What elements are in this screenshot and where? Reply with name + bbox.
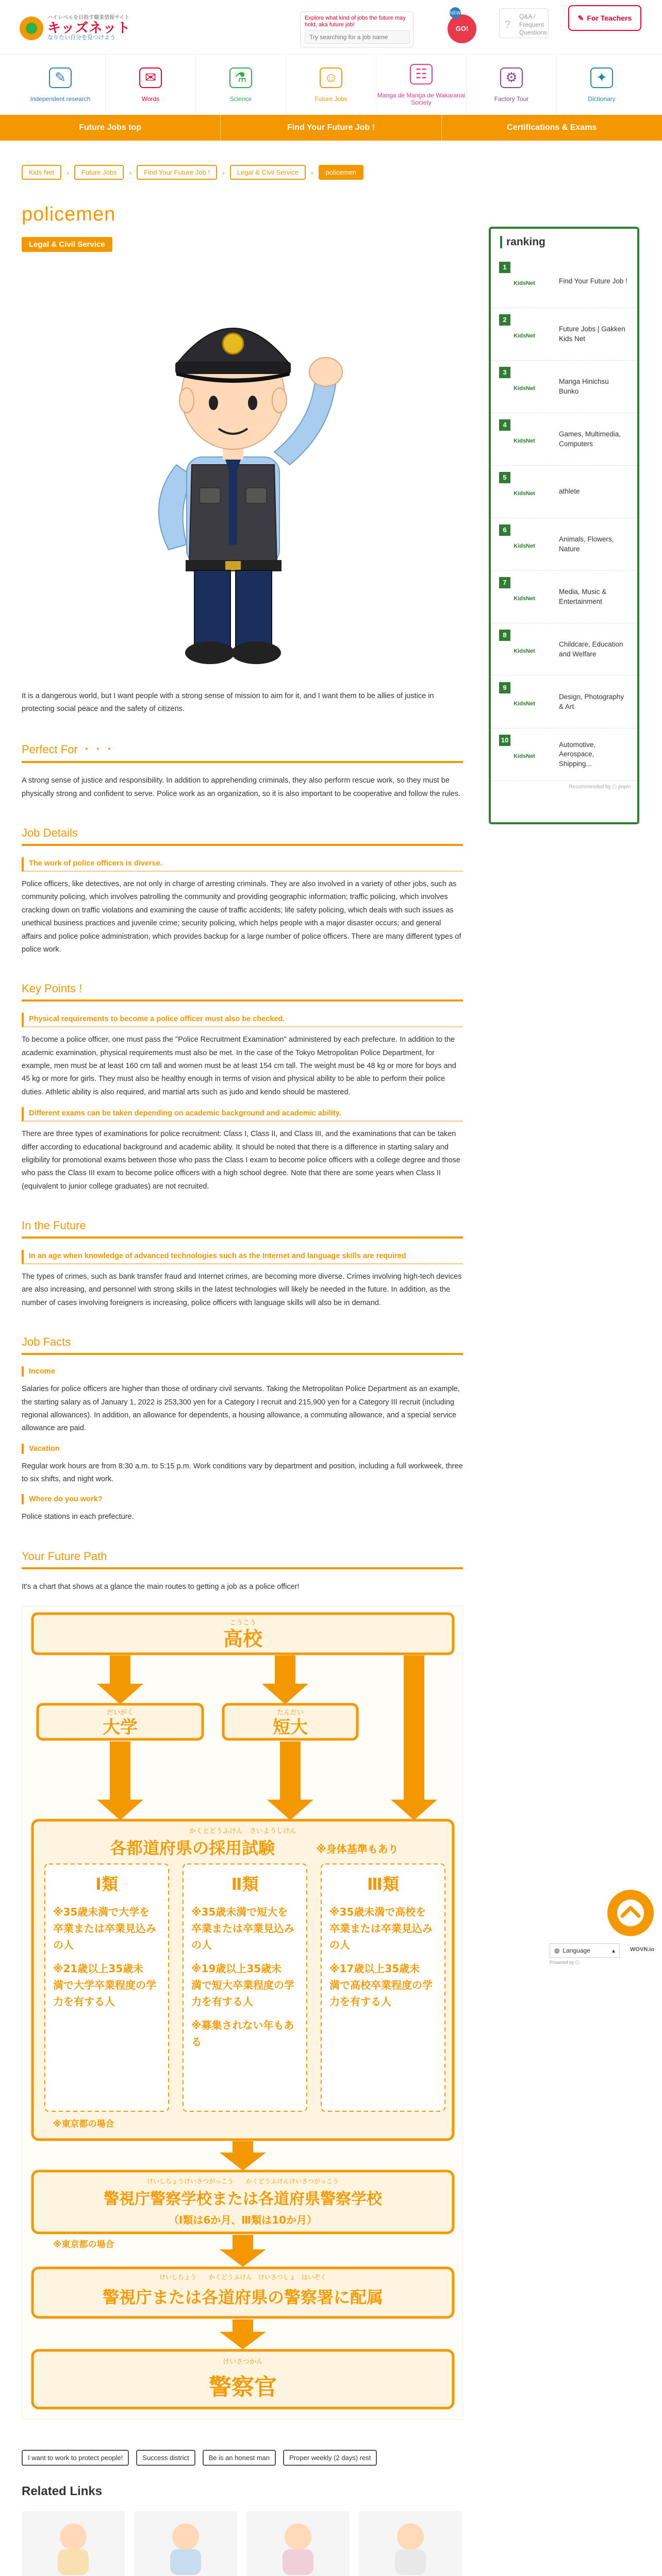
future-title: In the Future [22, 1219, 463, 1239]
page-title: policemen [22, 204, 116, 225]
ranking-label: Find Your Future Job ! [559, 277, 627, 285]
ranking-label: Design, Photography & Art [559, 693, 624, 710]
nav-find-your-future-job[interactable]: Find Your Future Job ! [221, 115, 441, 141]
category-item[interactable] [467, 55, 557, 115]
class-requirement-line: の人 [329, 1939, 350, 1952]
key-points-section [22, 982, 463, 1193]
policeman-illustration [22, 261, 444, 679]
university-ruby: だいがく [106, 1709, 134, 1717]
category-label: Future Jobs [315, 95, 347, 103]
for-teachers-button[interactable] [568, 5, 641, 31]
class-2-label: Ⅱ類 [231, 1874, 259, 1894]
future-jobs-nav [0, 115, 662, 141]
perfect-for-section [22, 741, 463, 801]
junior-college-ruby: たんだい [276, 1709, 304, 1717]
class-requirement-line: ※35歳未満で短大を [191, 1906, 288, 1919]
class-requirement-line: 満で高校卒業程度の学 [329, 1979, 433, 1992]
class-requirement-line: 満で短大卒業程度の学 [191, 1979, 294, 1992]
result-ruby: けいさつかん [222, 2358, 263, 2366]
page-top-button[interactable] [607, 1890, 654, 1936]
key-points-text-1: To become a police officer, one must pass the "Police Recruitment Examination" administered by each prefecture. In addition to the academic examination, physical requirements must also be met. In the case of the Tokyo Metropolitan Police Department, for example, men must be at least 160 cm tall and women must be at least 154 cm tall. The weight must be 48 kg or more for boys and 45 kg or more for girls. They must also be healthy enough in terms of vision and physical ability to be able to perform their police duties. Athletic ability is also required, and martial arts such as judo and kendo should be mastered. [22, 1036, 456, 1096]
ranking-thumbnail [499, 472, 548, 512]
nav-future-jobs-top[interactable]: Future Jobs top [0, 115, 221, 141]
future-subhead: In an age when knowledge of advanced technologies such as the Internet and language skills are required [22, 1250, 463, 1264]
income-text: Salaries for police officers are higher than those of ordinary civil servants. Taking the Metropolitan Police Department as an example, the starting salary as of January 1, 2022 is 253,300 yen for a Category I recruit and 215,900 yen for a Category III recruit (including regional allowances). In addition, an allowance for dependents, a housing allowance, a commuting allowance, and a special service allowance are paid. [22, 1385, 460, 1433]
ranking-logo: KidsNet [514, 280, 535, 286]
key-points-title: Key Points ! [22, 982, 463, 1002]
job-details-title: Job Details [22, 826, 463, 846]
chevron-right-icon: › [310, 168, 313, 177]
ranking-number: 5 [499, 472, 510, 483]
ranking-item[interactable] [491, 308, 637, 361]
faq-label: Q&A / Frequent Questions [519, 13, 548, 37]
ranking-item[interactable] [491, 676, 637, 728]
ranking-number: 7 [499, 577, 510, 588]
category-item[interactable] [286, 55, 376, 115]
related-thumbnail [134, 2511, 237, 2576]
category-label: Independent research [30, 95, 91, 103]
job-facts-title: Job Facts [22, 1335, 463, 1355]
arrow-academy-to-assign [220, 2235, 266, 2267]
ranking-sidebar [489, 227, 639, 824]
up-arrow-icon [615, 1897, 646, 1928]
ranking-item[interactable] [491, 571, 637, 623]
arrow-exam-to-academy [220, 2141, 266, 2171]
category-icon: ⚗ [229, 67, 252, 88]
main-content [22, 204, 463, 2576]
ranking-thumbnail [499, 367, 548, 407]
ranking-thumbnail [499, 735, 548, 775]
tokyo-note: ※東京都の場合 [53, 2119, 114, 2130]
arrow-junior-college-to-exam [267, 1741, 313, 1820]
site-logo[interactable] [20, 15, 130, 41]
key-points-subhead-1: Physical requirements to become a police officer must also be checked. [22, 1013, 463, 1027]
future-text: The types of crimes, such as bank transfer fraud and Internet crimes, are becoming more diverse. Crimes involving high-tech devices are also increasing, and personnel with strong skills in the latest technologies will likely be needed in the future. In addition, as the number of cases involving foreigners is increasing, police officers with language skills will also be in demand. [22, 1273, 462, 1307]
job-search-box [300, 11, 413, 47]
vacation-head: Vacation [22, 1444, 463, 1454]
ranking-label: Childcare, Education and Welfare [559, 640, 623, 658]
career-path-chart [22, 1606, 463, 2420]
breadcrumb-kids-net[interactable]: Kids Net [22, 165, 61, 180]
tag-success-district[interactable]: Success district [136, 2450, 195, 2466]
tag-protect-people[interactable]: I want to work to protect people! [22, 2450, 129, 2466]
related-thumbnail [359, 2511, 462, 2576]
ranking-thumbnail [499, 262, 548, 302]
language-label: Language [562, 1947, 590, 1954]
wovn-logo[interactable]: WOVN.io [630, 1946, 655, 1953]
category-icon: ✦ [590, 67, 613, 88]
ranking-label: Animals, Flowers, Nature [559, 535, 614, 553]
related-card[interactable] [359, 2511, 462, 2576]
class-requirement-line: 力を有する人 [329, 1995, 391, 2008]
job-details-text: Police officers, like detectives, are not only in charge of arresting criminals. They are also involved in a variety of other jobs, such as community policing, which involves patrolling the community and providing geographic information; traffic policing, which involves cracking down on traffic violations and examining the cause of traffic accidents; life safety policing, which deals with such issues as unethical business practices and juvenile crime; security policing, which helps people with a major disaster occurs; and general affairs and police police administration, which provides backup for a large number of police officers. There are many different types of police work. [22, 880, 461, 954]
globe-icon: ◍ [554, 1947, 560, 1954]
search-note: Explore what kind of jobs the future may hold, aka future job! [305, 15, 406, 28]
ranking-label: athlete [559, 487, 580, 496]
high-school-ruby: こうこう [229, 1619, 257, 1628]
category-item[interactable] [15, 55, 106, 115]
key-points-text-2: There are three types of examinations for police recruitment: Class I, Class II, and Class III, and the examinations that can be taken differ according to educational background and academic ability. It should be noted that there is a difference in starting salary and eligibility for promotional exams between those who pass the Class I exam to become police officers with a college degree and those who pass the Class III exam to become police officers with a high school degree. Note that there are some years when Class II (equivalent to junior college graduates) are not recruited. [22, 1130, 460, 1191]
vacation-text: Regular work hours are from 8:30 a.m. to 5:15 p.m. Work conditions vary by department and position, including a full workweek, three to six shifts, and night work. [22, 1462, 463, 1484]
ranking-logo: KidsNet [514, 385, 535, 392]
breadcrumb-category[interactable]: Legal & Civil Service [230, 165, 306, 180]
class-requirement-line: ※17歳以上35歳未 [329, 1962, 420, 1975]
ranking-number: 10 [499, 735, 510, 746]
related-card[interactable] [246, 2511, 350, 2576]
new-badge: NEW [450, 7, 461, 19]
ranking-number: 2 [499, 314, 510, 326]
language-powered-by: Powered by ⬡ [550, 1960, 580, 1965]
search-input[interactable] [305, 30, 410, 44]
high-school-label: 高校 [223, 1628, 263, 1651]
related-thumbnail [22, 2511, 125, 2576]
class-3-label: Ⅲ類 [367, 1874, 400, 1894]
ranking-item[interactable] [491, 413, 637, 466]
breadcrumb-future-jobs[interactable]: Future Jobs [74, 165, 124, 180]
ranking-thumbnail [499, 524, 548, 565]
where-text: Police stations in each prefecture. [22, 1513, 134, 1521]
ranking-number: 8 [499, 630, 510, 641]
ranking-number: 4 [499, 419, 510, 431]
category-item[interactable] [557, 55, 647, 115]
ranking-item[interactable] [491, 256, 637, 308]
category-icon: ✎ [49, 67, 72, 88]
category-item[interactable] [106, 55, 196, 115]
class-requirement-line: 卒業または卒業見込み [53, 1922, 156, 1935]
site-header [0, 0, 662, 54]
exam-ruby: かくとどうふけん さいようしけん [189, 1827, 297, 1836]
assign-ruby: けいしちょう かくどうふけん けいさつしょ はいぞく [159, 2274, 327, 2281]
perfect-for-title: Perfect For ・・・ [22, 741, 463, 763]
ranking-item[interactable] [491, 466, 637, 518]
category-label: Manga de Manga de Wakaranai Society [377, 91, 466, 106]
ranking-label: Automotive, Aerospace, Shipping... [559, 741, 596, 768]
result-label: 警察官 [209, 2374, 277, 2401]
ranking-item[interactable] [491, 728, 637, 781]
class-requirement-line: の人 [53, 1939, 74, 1952]
ranking-number: 6 [499, 524, 510, 536]
arrow-high-school-to-exam [391, 1655, 437, 1820]
university-label: 大学 [103, 1717, 138, 1738]
ranking-logo: KidsNet [514, 490, 535, 497]
category-badge[interactable]: Legal & Civil Service [22, 237, 112, 252]
chevron-right-icon: › [129, 168, 132, 177]
category-item[interactable] [376, 55, 467, 115]
ranking-logo: KidsNet [514, 648, 535, 654]
ranking-label: Games, Multimedia, Computers [559, 430, 621, 448]
class-requirement-line: 力を有する人 [191, 1995, 253, 2008]
nav-certifications-exams[interactable]: Certifications & Exams [507, 123, 597, 132]
assign-label: 警視庁または各道府県の警察署に配属 [102, 2287, 384, 2308]
tokyo-note-2: ※東京都の場合 [53, 2240, 114, 2250]
class-requirement-line: る [191, 2036, 202, 2048]
ranking-number: 9 [499, 682, 510, 693]
perfect-for-text: A strong sense of justice and responsibility. In addition to apprehending criminals, they also perform rescue work, so they must be physically strong and confident to serve. Police work as an organization, so it is also important to be cooperative and follow the rules. [22, 776, 461, 798]
arrow-assign-to-police-officer [220, 2319, 266, 2349]
tag-honest-man[interactable]: Be is an honest man [203, 2450, 276, 2466]
teachers-label: For Teachers [587, 14, 632, 22]
question-icon: ? [505, 19, 511, 30]
ranking-item[interactable] [491, 623, 637, 676]
income-head: Income [22, 1366, 463, 1377]
future-path-intro: It's a chart that shows at a glance the main routes to getting a job as a police officer! [22, 1582, 300, 1591]
logo-subtitle: ハイレベルを目指す職業情報サイト [47, 15, 130, 21]
breadcrumb-current: policemen [319, 165, 363, 180]
ranking-number: 3 [499, 367, 510, 378]
job-tags [22, 2450, 463, 2466]
where-head: Where do you work? [22, 1494, 463, 1504]
category-label: Dictionary [588, 95, 616, 103]
ranking-thumbnail [499, 682, 548, 722]
category-icon: ⚙ [500, 67, 523, 88]
future-section [22, 1219, 463, 1310]
chevron-up-icon: ▴ [611, 1947, 615, 1954]
academy-ruby: けいしちょうけいさつがっこう かくどうふけんけいさつがっこう [146, 2178, 339, 2185]
breadcrumb-find-job[interactable]: Find Your Future Job ! [137, 165, 217, 180]
arrow-to-junior-college [262, 1655, 308, 1704]
arrow-university-to-exam [97, 1741, 143, 1820]
category-nav [0, 54, 662, 115]
category-label: Factory Tour [494, 95, 529, 103]
junior-college-label: 短大 [273, 1717, 308, 1738]
related-thumbnail [246, 2511, 350, 2576]
logo-tagline: なりたい自分を見つけよう [47, 34, 115, 41]
logo-title: キッズネット [47, 20, 131, 36]
ranking-logo: KidsNet [514, 595, 535, 602]
job-details-section [22, 826, 463, 956]
class-requirement-line: ※募集されない年もあ [191, 2019, 294, 2032]
key-points-subhead-2: Different exams can be taken depending on academic background and academic ability. [22, 1107, 463, 1122]
class-requirement-line: 力を有する人 [53, 1995, 115, 2008]
job-details-subhead: The work of police officers is diverse. [22, 857, 463, 872]
category-icon: ✉ [139, 67, 162, 88]
ranking-label: Manga Hinichsu Bunko [559, 378, 609, 395]
logo-mark [20, 16, 43, 40]
exam-extra: ※身体基準もあり [316, 1843, 399, 1856]
career-path-diagram [22, 1606, 464, 2420]
class-requirement-line: 満で大学卒業程度の学 [53, 1979, 156, 1992]
category-icon: ☺ [320, 67, 342, 88]
ranking-logo: KidsNet [514, 700, 535, 707]
class-requirement-line: の人 [191, 1939, 212, 1952]
ranking-thumbnail [499, 630, 548, 670]
category-item[interactable] [196, 55, 286, 115]
related-links-grid [22, 2511, 463, 2576]
related-card[interactable] [134, 2511, 237, 2576]
ranking-thumbnail [499, 577, 548, 617]
breadcrumb [22, 165, 363, 180]
academy-label: 警視庁警察学校または各道府県警察学校 [104, 2190, 382, 2209]
category-label: Words [141, 95, 160, 103]
ranking-item[interactable] [491, 361, 637, 413]
academy-period: （Ⅰ類は6か月、Ⅲ類は10か月） [168, 2214, 318, 2227]
exam-title: 各都道府県の採用試験 [109, 1838, 275, 1858]
future-path-title: Your Future Path [22, 1550, 463, 1569]
class-requirement-line: ※19歳以上35歳未 [191, 1962, 282, 1975]
ranking-label: Media, Music & Entertainment [559, 588, 607, 605]
class-requirement-line: 卒業または卒業見込み [191, 1922, 294, 1935]
teacher-icon: ✎ [577, 13, 584, 22]
search-go-button[interactable]: GO! [448, 14, 476, 43]
class-requirement-line: ※35歳未満で高校を [329, 1906, 426, 1919]
job-intro: It is a dangerous world, but I want people with a strong sense of mission to aim for it, and I want them to be allies of justice in protecting social peace and the safety of citizens. [22, 692, 434, 713]
class-requirement-line: ※21歳以上35歳未 [53, 1962, 144, 1975]
arrow-to-university [97, 1655, 143, 1704]
faq-button[interactable] [499, 8, 549, 38]
ranking-thumbnail [499, 419, 548, 460]
ranking-logo: KidsNet [514, 437, 535, 444]
ranking-title: ranking [500, 236, 629, 248]
ranking-logo: KidsNet [514, 753, 535, 759]
ranking-logo: KidsNet [514, 543, 535, 549]
tag-weekly-rest[interactable]: Proper weekly (2 days) rest [283, 2450, 377, 2466]
class-requirement-line: 卒業または卒業見込み [329, 1922, 433, 1935]
ranking-powered-by[interactable]: Recommended by ⬡ popIn [569, 784, 631, 790]
class-requirement-line: ※35歳未満で大学を [53, 1906, 150, 1919]
policeman-image [22, 261, 444, 679]
related-card[interactable] [22, 2511, 125, 2576]
category-icon: ☷ [410, 64, 433, 84]
chevron-right-icon: › [222, 168, 225, 177]
ranking-list [491, 256, 637, 781]
ranking-number: 1 [499, 262, 510, 273]
related-links-title: Related Links [22, 2484, 103, 2499]
future-path-section [22, 1550, 463, 2420]
category-label: Science [229, 95, 252, 103]
language-selector[interactable] [550, 1943, 620, 1958]
class-1-label: Ⅰ類 [95, 1874, 118, 1894]
job-facts-section [22, 1335, 463, 1524]
ranking-label: Future Jobs | Gakken Kids Net [559, 325, 625, 343]
ranking-item[interactable] [491, 518, 637, 571]
ranking-logo: KidsNet [514, 332, 535, 339]
ranking-thumbnail [499, 314, 548, 354]
chevron-right-icon: › [67, 168, 69, 177]
